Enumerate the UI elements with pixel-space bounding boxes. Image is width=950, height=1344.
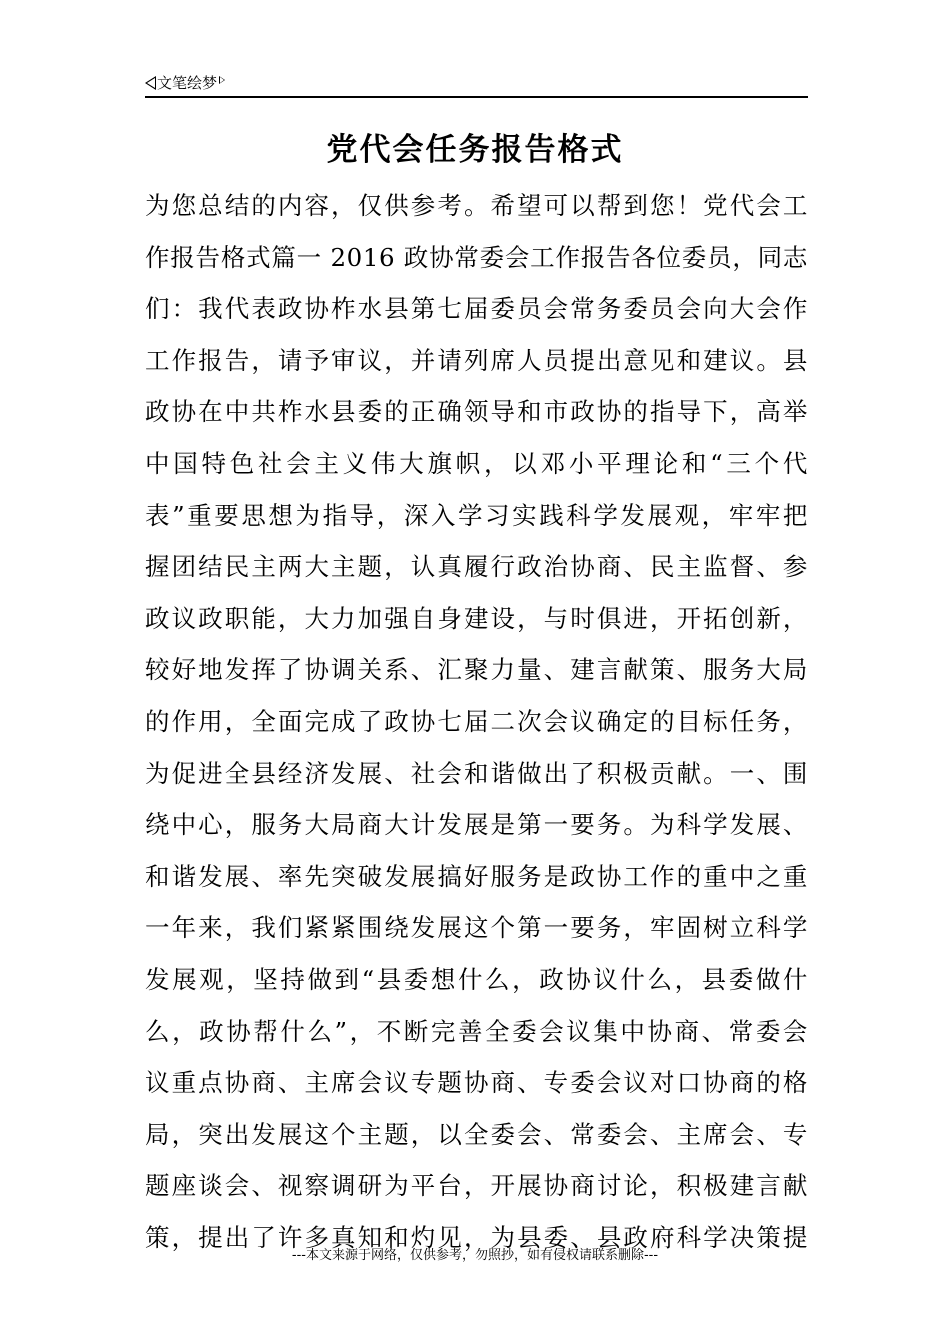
header-divider [145,96,808,98]
body-text-line: 表”重要思想为指导，深入学习实践科学发展观，牢牢把 [145,500,808,530]
page-footer: ---本文来源于网络，仅供参考，勿照抄，如有侵权请联系删除--- [291,1248,659,1263]
right-triangle-icon [219,76,225,84]
document-title: 党代会任务报告格式 [326,132,624,168]
body-text-line: 作报告格式篇一 2016 政协常委会工作报告各位委员，同志 [145,242,808,272]
left-triangle-icon [145,76,156,90]
body-text-line: 一年来，我们紧紧围绕发展这个第一要务，牢固树立科学 [145,913,808,943]
body-text-line: 策，提出了许多真知和灼见，为县委、县政府科学决策提 [145,1222,808,1252]
body-text-line: 和谐发展、率先突破发展搞好服务是政协工作的重中之重 [145,861,808,891]
body-text-line: 的作用，全面完成了政协七届二次会议确定的目标任务， [145,706,808,736]
page-header [145,72,808,99]
body-text-line: 政协在中共柞水县委的正确领导和市政协的指导下，高举 [145,397,808,427]
body-text-line: 绕中心，服务大局商大计发展是第一要务。为科学发展、 [145,810,808,840]
body-text-line: 局，突出发展这个主题，以全委会、常委会、主席会、专 [145,1119,808,1149]
body-text-line: 握团结民主两大主题，认真履行政治协商、民主监督、参 [145,552,808,582]
body-text-line: 议重点协商、主席会议专题协商、专委会议对口协商的格 [145,1068,808,1098]
body-text-line: 工作报告，请予审议，并请列席人员提出意见和建议。县 [145,345,808,375]
body-text-line: 政议政职能，大力加强自身建设，与时俱进，开拓创新， [145,603,808,633]
body-text-line: 题座谈会、视察调研为平台，开展协商讨论，积极建言献 [145,1171,808,1201]
header-brand [145,74,225,92]
body-text-line: 中国特色社会主义伟大旗帜，以邓小平理论和“三个代 [145,448,808,478]
body-text-line: 发展观，坚持做到“县委想什么，政协议什么，县委做什 [145,964,808,994]
body-text-line: 们：我代表政协柞水县第七届委员会常务委员会向大会作 [145,294,808,324]
body-text-line: 为促进全县经济发展、社会和谐做出了积极贡献。一、围 [145,758,808,788]
document-body [145,180,808,1263]
body-text-line: 么，政协帮什么”，不断完善全委会议集中协商、常委会 [145,1016,808,1046]
header-brand-text: 文笔绘梦 [157,74,218,92]
body-text-line: 为您总结的内容，仅供参考。希望可以帮到您！党代会工 [145,191,808,220]
body-text-line: 较好地发挥了协调关系、汇聚力量、建言献策、服务大局 [145,655,808,685]
